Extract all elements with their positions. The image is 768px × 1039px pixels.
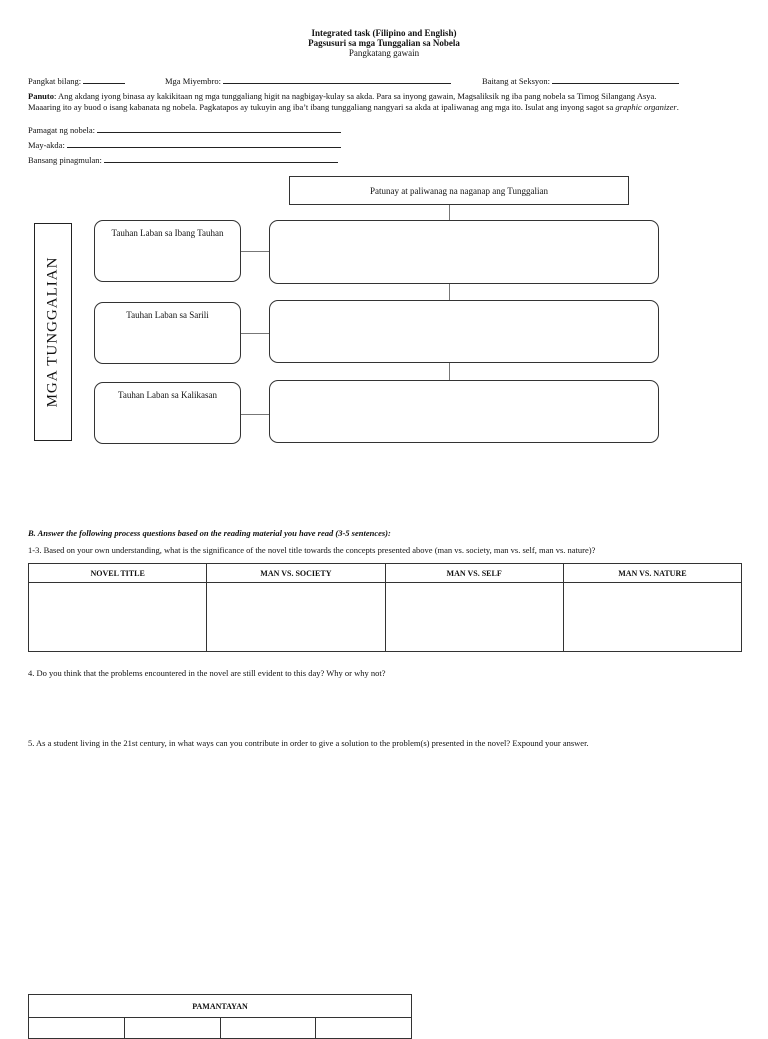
instructions-text-1: : Ang akdang iyong binasa ay kakikitaan ng mga tunggaliang higit na nagbigay-kulay sa akda. Para sa inyong gawain, Magsaliksik ng iba pang nobela sa Timog Silangang Asya. [53,91,657,101]
novel-analysis-table [28,563,742,652]
mayakda-blank[interactable] [67,138,341,148]
table-header-novel-title: NOVEL TITLE [29,564,207,583]
proof-header-box: Patunay at paliwanag na naganap ang Tunggalian [289,176,629,205]
rubric-cell [29,1018,125,1039]
conflict-box-man-vs-self [94,302,241,364]
pamagat-field[interactable] [28,123,341,136]
title-line-1: Integrated task (Filipino and English) [311,28,457,38]
conflict-label: Tauhan Laban sa Ibang Tauhan [111,228,224,238]
baitang-field[interactable] [482,74,679,87]
conflict-box-man-vs-nature [94,382,241,444]
proof-box-man-vs-man[interactable] [269,220,659,284]
pangkat-blank[interactable] [83,74,125,84]
miyembro-blank[interactable] [223,74,451,84]
table-header-man-vs-society: MAN VS. SOCIETY [207,564,385,583]
conflict-label: Tauhan Laban sa Sarili [126,310,209,320]
instructions-line-1 [28,91,656,102]
connector [241,414,269,415]
proof-box-man-vs-self[interactable] [269,300,659,363]
answer-cell-man-vs-nature[interactable] [563,583,741,652]
rubric-cell [316,1018,412,1039]
miyembro-label: Mga Miyembro: [165,76,221,86]
conflicts-vertical-text: MGA TUNGGALIAN [44,256,61,408]
answer-cell-man-vs-self[interactable] [385,583,563,652]
pangkat-field[interactable] [28,74,125,87]
instructions-text-2: Maaaring ito ay buod o isang kabanata ng nobela. Pagkatapos ay tukuyin ang iba’t ibang tunggaliang nangyari sa akda at ipaliwanag ang mga ito. Isulat ang inyong sagot sa [28,102,614,112]
connector [449,284,450,300]
bansa-blank[interactable] [104,153,338,163]
answer-cell-man-vs-society[interactable] [207,583,385,652]
pamagat-blank[interactable] [97,123,341,133]
instructions-line-2 [28,102,679,113]
rubric-cell [220,1018,316,1039]
table-header-man-vs-self: MAN VS. SELF [385,564,563,583]
rubric-title: PAMANTAYAN [29,995,412,1018]
conflict-label: Tauhan Laban sa Kalikasan [117,390,218,400]
question-4: 4. Do you think that the problems encountered in the novel are still evident to this day? Why or why not? [28,668,386,678]
connector [241,333,269,334]
table-header-man-vs-nature: MAN VS. NATURE [563,564,741,583]
connector [449,363,450,380]
question-1-3: 1-3. Based on your own understanding, what is the significance of the novel title towards the concepts presented above (man vs. society, man vs. self, man vs. nature)? [28,545,596,555]
rubric-cell [124,1018,220,1039]
instructions-end: . [676,102,679,112]
instructions-italic: graphic organizer [615,102,677,112]
connector [241,251,269,252]
proof-box-man-vs-nature[interactable] [269,380,659,443]
bansa-label: Bansang pinagmulan: [28,155,102,165]
instructions-label: Panuto [28,91,54,101]
miyembro-field[interactable] [165,74,451,87]
conflict-box-man-vs-man [94,220,241,282]
pamagat-label: Pamagat ng nobela: [28,125,96,135]
connector [449,205,450,220]
baitang-blank[interactable] [552,74,679,84]
baitang-label: Baitang at Seksyon: [482,76,550,86]
rubric-table [28,994,412,1039]
conflicts-vertical-label [34,223,72,441]
mayakda-field[interactable] [28,138,341,151]
mayakda-label: May-akda: [28,140,65,150]
answer-cell-novel-title[interactable] [29,583,207,652]
question-5: 5. As a student living in the 21st century, in what ways can you contribute in order to give a solution to the problem(s) presented in the novel? Expound your answer. [28,738,589,748]
title-line-3: Pangkatang gawain [348,48,420,58]
section-b-title: B. Answer the following process questions based on the reading material you have read (3-5 sentences): [28,528,391,538]
title-line-2: Pagsusuri sa mga Tunggalian sa Nobela [308,38,460,48]
pangkat-label: Pangkat bilang: [28,76,82,86]
bansa-field[interactable] [28,153,338,166]
